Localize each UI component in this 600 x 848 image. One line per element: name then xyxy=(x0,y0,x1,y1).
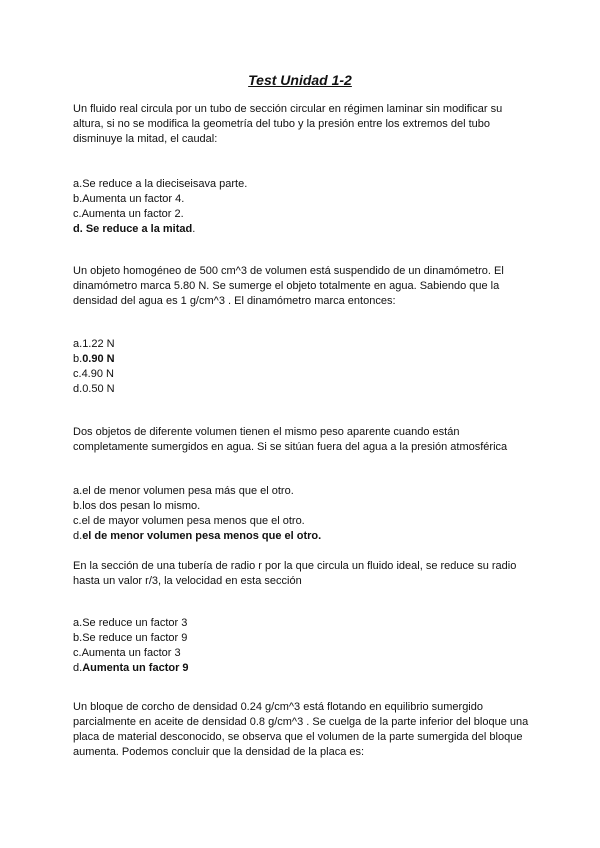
question-2-text: Un objeto homogéneo de 500 cm^3 de volumen está suspendido de un dinamómetro. El dinamómetro marca 5.80 N. Se sumerge el objeto totalmente en agua. Sabiendo que la densidad del agua es 1 g/cm^3 . El dinamómetro marca entonces: xyxy=(73,265,504,307)
option-b-correct: b.0.90 N xyxy=(73,353,115,365)
option-a: a.1.22 N xyxy=(73,338,115,350)
option-d-correct: d.el de menor volumen pesa menos que el otro. xyxy=(73,530,322,542)
question-4-options xyxy=(73,616,529,676)
option-b: b.Se reduce un factor 9 xyxy=(73,632,188,644)
option-d: d.0.50 N xyxy=(73,383,115,395)
option-b: b.Aumenta un factor 4. xyxy=(73,193,185,205)
question-3-options xyxy=(73,484,529,544)
option-d-correct: d.Aumenta un factor 9 xyxy=(73,662,189,674)
page-title: Test Unidad 1-2 xyxy=(248,72,352,88)
option-a: a.Se reduce un factor 3 xyxy=(73,617,188,629)
question-4-text: En la sección de una tubería de radio r por la que circula un fluido ideal, se reduce su radio hasta un valor r/3, la velocidad en esta sección xyxy=(73,560,517,587)
option-c: c.4.90 N xyxy=(73,368,114,380)
question-5-text: Un bloque de corcho de densidad 0.24 g/cm^3 está flotando en equilibrio sumergido parcialmente en aceite de densidad 0.8 g/cm^3 . Se cuelga de la parte inferior del bloque una placa de material desconocido, se observa que el volumen de la parte sumergida del bloque aumenta. Podemos concluir que la densidad de la placa es: xyxy=(73,701,529,758)
option-c: c.Aumenta un factor 3 xyxy=(73,647,181,659)
option-c: c.Aumenta un factor 2. xyxy=(73,208,184,220)
option-a: a.el de menor volumen pesa más que el otro. xyxy=(73,485,294,497)
question-3-text: Dos objetos de diferente volumen tienen el mismo peso aparente cuando están completamente sumergidos en agua. Si se sitúan fuera del agua a la presión atmosférica xyxy=(73,426,508,453)
option-c: c.el de mayor volumen pesa menos que el otro. xyxy=(73,515,305,527)
question-1-text: Un fluido real circula por un tubo de sección circular en régimen laminar sin modificar su altura, si no se modifica la geometría del tubo y la presión entre los extremos del tubo disminuye la mitad, el caudal: xyxy=(73,103,503,145)
option-a: a.Se reduce a la dieciseisava parte. xyxy=(73,178,248,190)
option-d-correct: d. Se reduce a la mitad. xyxy=(73,223,196,235)
option-b: b.los dos pesan lo mismo. xyxy=(73,500,201,512)
question-2-options xyxy=(73,337,529,397)
question-1-options xyxy=(73,177,529,237)
